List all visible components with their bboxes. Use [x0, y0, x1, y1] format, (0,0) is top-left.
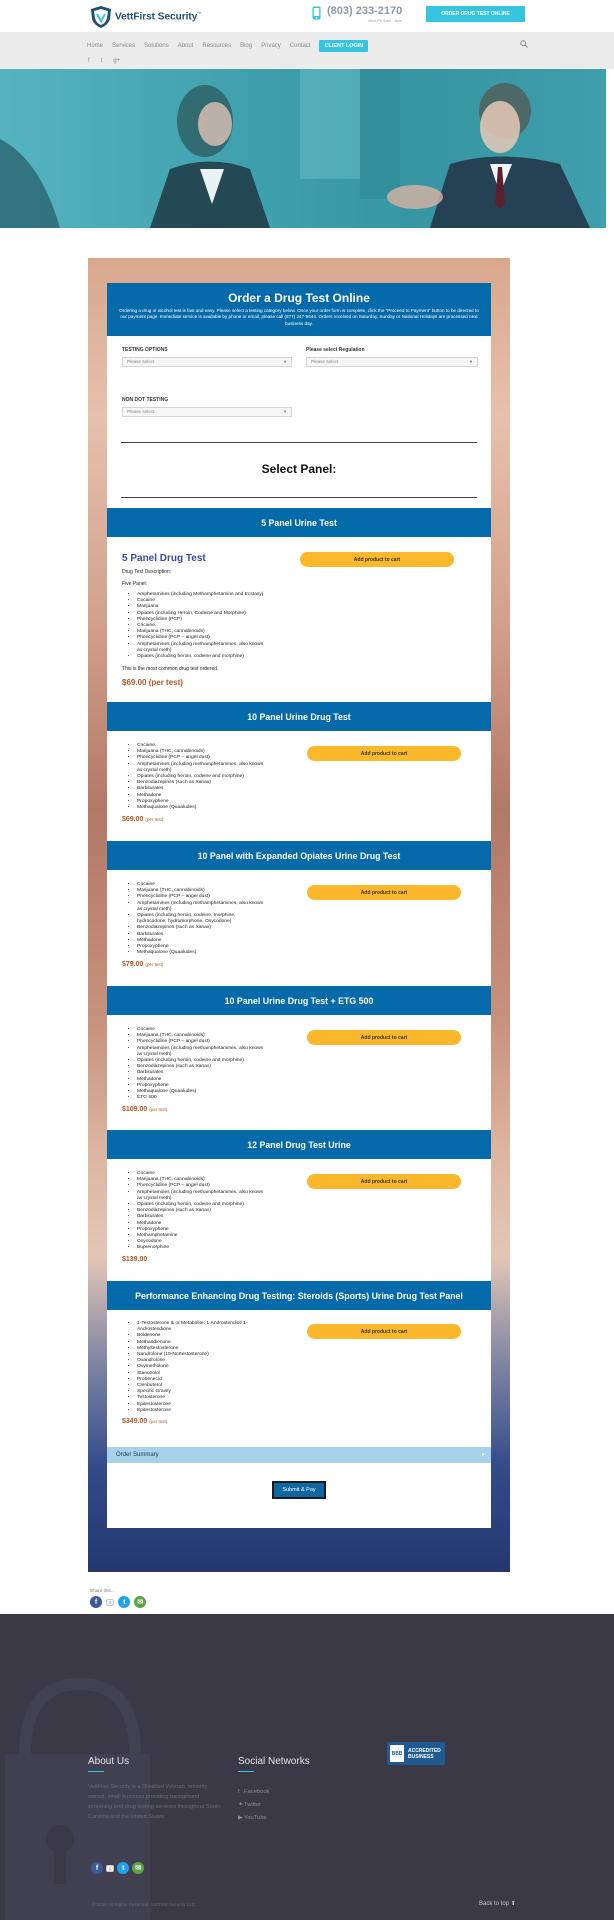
list-item: • Phencyclidine (PCP – angel dust)	[137, 755, 263, 761]
footer-link-twitter[interactable]: ✦Twitter	[238, 1799, 269, 1812]
list-item: • Methaqualone (Quaaludes)	[137, 950, 263, 956]
nav-item-resources[interactable]: Resources	[202, 43, 232, 49]
list-item: • Amphetamines (including methamphetamines, also known	[137, 901, 263, 907]
facebook-icon[interactable]: f	[88, 58, 90, 64]
list-item: • Barbiturates	[137, 1070, 263, 1076]
main-navigation	[0, 32, 614, 69]
regulation-select[interactable]: Please select ▼	[306, 357, 478, 367]
list-item: • Methandienone	[137, 1340, 248, 1346]
footer-link-youtube[interactable]: ▶ YouTube	[238, 1812, 269, 1825]
share-count: 0	[106, 1865, 114, 1872]
business-people-illustration	[0, 69, 606, 228]
arrow-up-icon: ⬆	[510, 1901, 516, 1907]
list-item: • Cocaine	[137, 882, 263, 888]
list-item: • Epitestosterone	[137, 1408, 248, 1414]
submit-and-pay-button[interactable]: Submit & Pay	[272, 1481, 326, 1499]
office-hours: Mon-Fri 9am - 6pm	[368, 18, 403, 23]
form-header	[107, 283, 491, 336]
list-item: • Methaqualone (Quaaludes)	[137, 1089, 263, 1095]
header-social-links	[88, 58, 120, 64]
list-item: • Phencyclidine (PCP – angel dust)	[137, 1183, 263, 1189]
nav-item-blog[interactable]: Blog	[240, 43, 253, 49]
list-item: • Propoxyphene	[137, 1227, 263, 1233]
list-item: • Amphetamines (including methamphetamines, also known	[137, 642, 263, 648]
panel-band-steroids: Performance Enhancing Drug Testing: Steroids (Sports) Urine Drug Test Panel	[107, 1281, 491, 1310]
list-item: as crystal meth)	[137, 1051, 172, 1057]
list-item: • Marijuana (THC, cannabinoids)	[137, 1177, 263, 1183]
twitter-icon[interactable]: t	[100, 58, 103, 64]
list-item: • Propoxyphene	[137, 944, 263, 950]
search-icon[interactable]	[520, 40, 528, 48]
list-item: hydrocodone, hydromorphone, Oxycodone)	[137, 919, 232, 925]
panel-list-12-panel	[131, 1171, 263, 1252]
panel-note: This is the most common drug test ordered.	[122, 666, 219, 672]
list-item: • Methyltestosterone	[137, 1346, 248, 1352]
panel-list-steroids	[131, 1321, 248, 1414]
twitter-icon: ✦	[238, 1802, 243, 1808]
list-item: • Marijuana	[137, 604, 263, 610]
nav-item-services[interactable]: Services	[112, 43, 136, 49]
list-item: • Cocaine	[137, 1027, 263, 1033]
social-networks-heading: Social Networks	[238, 1756, 310, 1767]
panel-list-expanded-opiates	[131, 882, 263, 956]
list-item: • Phencyclidine (PCP – angel dust)	[137, 894, 263, 900]
list-item: • Methadone	[137, 938, 263, 944]
list-item: • Cocaine	[137, 598, 263, 604]
list-item: • Marijuana (THC, cannabinoids)	[137, 1033, 263, 1039]
list-item: • Opiates (including heroin, codeine, morphine,	[137, 913, 263, 919]
list-item: • Barbiturates	[137, 932, 263, 938]
shield-logo-icon	[90, 5, 112, 29]
list-item: • Phencyclidine (PCP – angel dust)	[137, 635, 263, 641]
panel-band-10-panel-expanded-opiates: 10 Panel with Expanded Opiates Urine Drug Test	[107, 841, 491, 870]
list-item: • Barbiturates	[137, 1214, 263, 1220]
testing-options-select[interactable]: Please select ▼	[122, 357, 292, 367]
list-item: • Amphetamines (including methamphetamines, also known	[137, 762, 263, 768]
panel-price: $69.00 (per test)	[122, 816, 164, 823]
five-panel-label: Five Panel:	[122, 581, 148, 587]
share-count: 0	[106, 1599, 114, 1606]
list-item: • Cocaine	[137, 1171, 263, 1177]
add-to-cart-button[interactable]: Add product to cart	[300, 552, 454, 567]
list-item: • Methadone	[137, 1221, 263, 1227]
chevron-down-icon: ▼	[469, 359, 473, 364]
site-logo[interactable]	[90, 5, 201, 29]
footer-link-facebook[interactable]: f Facebook	[238, 1786, 269, 1799]
share-label: Share this...	[90, 1588, 115, 1593]
panel-band-10-panel-etg: 10 Panel Urine Drug Test + ETG 500	[107, 986, 491, 1015]
list-item: • Marijuana (THC, cannabinoids)	[137, 749, 263, 755]
panel-band-10-panel: 10 Panel Urine Drug Test	[107, 702, 491, 731]
about-us-heading: About Us	[88, 1756, 130, 1767]
list-item: • Amphetamines (including Methamphetamine and Ecstasy)	[137, 592, 263, 598]
list-item: • Probenecid	[137, 1377, 248, 1383]
list-item: • Methaqualone (Quaaludes)	[137, 805, 263, 811]
client-login-button[interactable]: CLIENT LOGIN	[319, 40, 368, 52]
hero-banner-image	[0, 69, 606, 228]
non-dot-testing-select[interactable]: Please select ▼	[122, 407, 292, 417]
brand-name: VettFirst Security™	[115, 11, 202, 23]
nav-item-about[interactable]: About	[177, 43, 194, 49]
order-summary-toggle[interactable]: Order Summary ▸	[107, 1447, 491, 1463]
list-item: • Epitestosterone	[137, 1402, 248, 1408]
panel-band-12-panel: 12 Panel Drug Test Urine	[107, 1130, 491, 1159]
list-item: as crystal meth)	[137, 1195, 172, 1201]
list-item: • Opiates (including heroin, codeine and morphine)	[137, 1202, 263, 1208]
panel-price: $139.00	[122, 1256, 148, 1263]
list-item: • Opiates (including heroin, codeine and morphine)	[137, 1058, 263, 1064]
panel-price: $79.00 (per test)	[122, 961, 164, 968]
back-to-top-link[interactable]: Back to top ⬆	[479, 1901, 516, 1907]
list-item: • Testosterone	[137, 1395, 248, 1401]
email-share-icon[interactable]: ✉	[134, 1596, 146, 1608]
site-footer	[0, 1614, 614, 1920]
panel-price: $109.00 (per test)	[122, 1106, 168, 1113]
list-item: • Phencyclidine (PCP – angel dust)	[137, 1039, 263, 1045]
add-to-cart-button[interactable]: Add product to cart	[307, 1324, 461, 1339]
bbb-accredited-badge[interactable]	[387, 1742, 445, 1765]
nav-item-solutions[interactable]: Solutions	[144, 43, 169, 49]
list-item: as crystal meth)	[137, 647, 172, 653]
list-item: • Benzodiazepines (such as Xanax)	[137, 780, 263, 786]
divider	[121, 442, 477, 443]
chevron-down-icon: ▼	[283, 409, 287, 414]
panel-title-5-panel: 5 Panel Drug Test	[122, 553, 206, 564]
facebook-share-icon[interactable]: f	[90, 1596, 102, 1608]
regulation-label: Please select Regulation	[306, 347, 365, 353]
list-item: • Specific Gravity	[137, 1389, 248, 1395]
list-item: • Marijuana (THC, cannabinoids)	[137, 888, 263, 894]
phone-block	[312, 5, 402, 23]
list-item: • Oxandrolone	[137, 1358, 248, 1364]
testing-options-label: TESTING OPTIONS	[122, 347, 168, 353]
copyright-text: © 2016 All Rights Reserved. VettFirst Security LLC.	[92, 1902, 197, 1907]
list-item: • Opiates (including Heroin, Codeine and Morphine)	[137, 611, 263, 617]
list-item: • Methadone	[137, 793, 263, 799]
list-item: • Propoxyphene	[137, 1083, 263, 1089]
add-to-cart-button[interactable]: Add product to cart	[307, 746, 461, 761]
list-item: • Opiates (including heroin, codeine and morphine)	[137, 654, 263, 660]
panel-price: $69.00 (per test)	[122, 678, 183, 687]
share-buttons	[90, 1596, 146, 1608]
chevron-right-icon: ▸	[481, 1452, 485, 1458]
panel-list-etg	[131, 1027, 263, 1101]
twitter-share-icon[interactable]: t	[117, 1862, 129, 1874]
add-to-cart-button[interactable]: Add product to cart	[307, 885, 461, 900]
bbb-torch-icon: BBB	[390, 1745, 404, 1762]
list-item: • Methadone	[137, 1077, 263, 1083]
about-us-text: VettFirst Security is a Disabled Veteran, minority owned, small business providing background screening and drug testing services throughout South Carolina and the United States.	[88, 1784, 221, 1820]
list-item: • Oxymetholone	[137, 1364, 248, 1370]
email-share-icon[interactable]: ✉	[132, 1862, 144, 1874]
list-item: • Barbiturates	[137, 786, 263, 792]
form-description: Ordering a drug or alcohol test is fast and easy. Please select a testing category below. Once your order form is complete, click the "Proceed to Payment" button to be directed to our payment page. Immediate service is available by phone or email, please call (877) 247-9644. Orders received on Saturday, Sunday or National Holidays are processed next business day.	[119, 308, 479, 326]
footer-social-links	[238, 1786, 269, 1825]
non-dot-testing-label: NON DOT TESTING	[122, 397, 169, 403]
footer-share-buttons	[91, 1862, 144, 1874]
list-item: • Marijuana (THC, cannabinoids)	[137, 629, 263, 635]
select-panel-heading: Select Panel:	[261, 462, 337, 476]
chevron-down-icon: ▼	[283, 359, 287, 364]
panel-price: $349.00 (per test)	[122, 1418, 168, 1425]
list-item: • Cocaine	[137, 743, 263, 749]
top-header	[0, 0, 614, 32]
list-item: • Oxycodone	[137, 1239, 263, 1245]
twitter-share-icon[interactable]: t	[118, 1596, 130, 1608]
google-plus-icon[interactable]: g+	[113, 58, 121, 64]
list-item: • Boldenone	[137, 1333, 248, 1339]
order-drug-test-button[interactable]: ORDER DRUG TEST ONLINE	[426, 6, 525, 22]
list-item: • Methamphetamine	[137, 1233, 263, 1239]
list-item: • Phencyclidine (PCP)	[137, 617, 263, 623]
nav-item-home[interactable]: Home	[87, 43, 104, 49]
list-item: • Amphetamines (including methamphetamines, also known	[137, 1046, 263, 1052]
padlock-watermark-icon	[0, 1614, 150, 1920]
list-item: • Opiates (including heroin, codeine and morphine)	[137, 774, 263, 780]
list-item: • Amphetamines (including methamphetamines, also known	[137, 1190, 263, 1196]
facebook-share-icon[interactable]: f	[91, 1862, 103, 1874]
list-item: Androstendione	[137, 1327, 172, 1333]
add-to-cart-button[interactable]: Add product to cart	[307, 1030, 461, 1045]
add-to-cart-button[interactable]: Add product to cart	[307, 1174, 461, 1189]
panel-list-10-panel	[131, 743, 263, 811]
facebook-icon: f	[238, 1789, 240, 1795]
list-item: • Benzodiazepines (such as Xanax)	[137, 1208, 263, 1214]
divider	[121, 497, 477, 498]
form-title: Order a Drug Test Online	[228, 291, 370, 305]
phone-number[interactable]: (803) 233-2170	[327, 5, 403, 17]
heading-underline	[88, 1771, 104, 1772]
list-item: as crystal meth)	[137, 906, 172, 912]
list-item: • ETG 500	[137, 1095, 263, 1101]
list-item: • Propoxyphene	[137, 799, 263, 805]
list-item: • Benzodiazepines (such as Xanax)	[137, 1064, 263, 1070]
list-item: • Cocaine	[137, 623, 263, 629]
list-item: • Stanozolol	[137, 1371, 248, 1377]
mobile-phone-icon	[312, 6, 321, 20]
nav-item-privacy[interactable]: Privacy	[261, 43, 281, 49]
list-item: • Buprenorphine	[137, 1245, 263, 1251]
bbb-text: ACCREDITED BUSINESS	[408, 1747, 441, 1760]
nav-item-contact[interactable]: Contact	[289, 43, 311, 49]
heading-underline	[238, 1771, 254, 1772]
panel-band-5-panel: 5 Panel Urine Test	[107, 508, 491, 537]
youtube-icon: ▶	[238, 1815, 243, 1821]
list-item: • Clenbuterol	[137, 1383, 248, 1389]
panel-list-5-panel	[131, 592, 263, 660]
list-item: • 1-Testosterone & or Metabolite: 1-Androstendiol/ 1-	[137, 1321, 248, 1327]
list-item: as crystal meth)	[137, 767, 172, 773]
list-item: • Nandrolone (19-Nortestosterone)	[137, 1352, 248, 1358]
drug-test-description-label: Drug Test Description:	[122, 569, 172, 575]
list-item: • Benzodiazepines (such as Xanax)	[137, 925, 263, 931]
nav-menu	[87, 40, 368, 52]
